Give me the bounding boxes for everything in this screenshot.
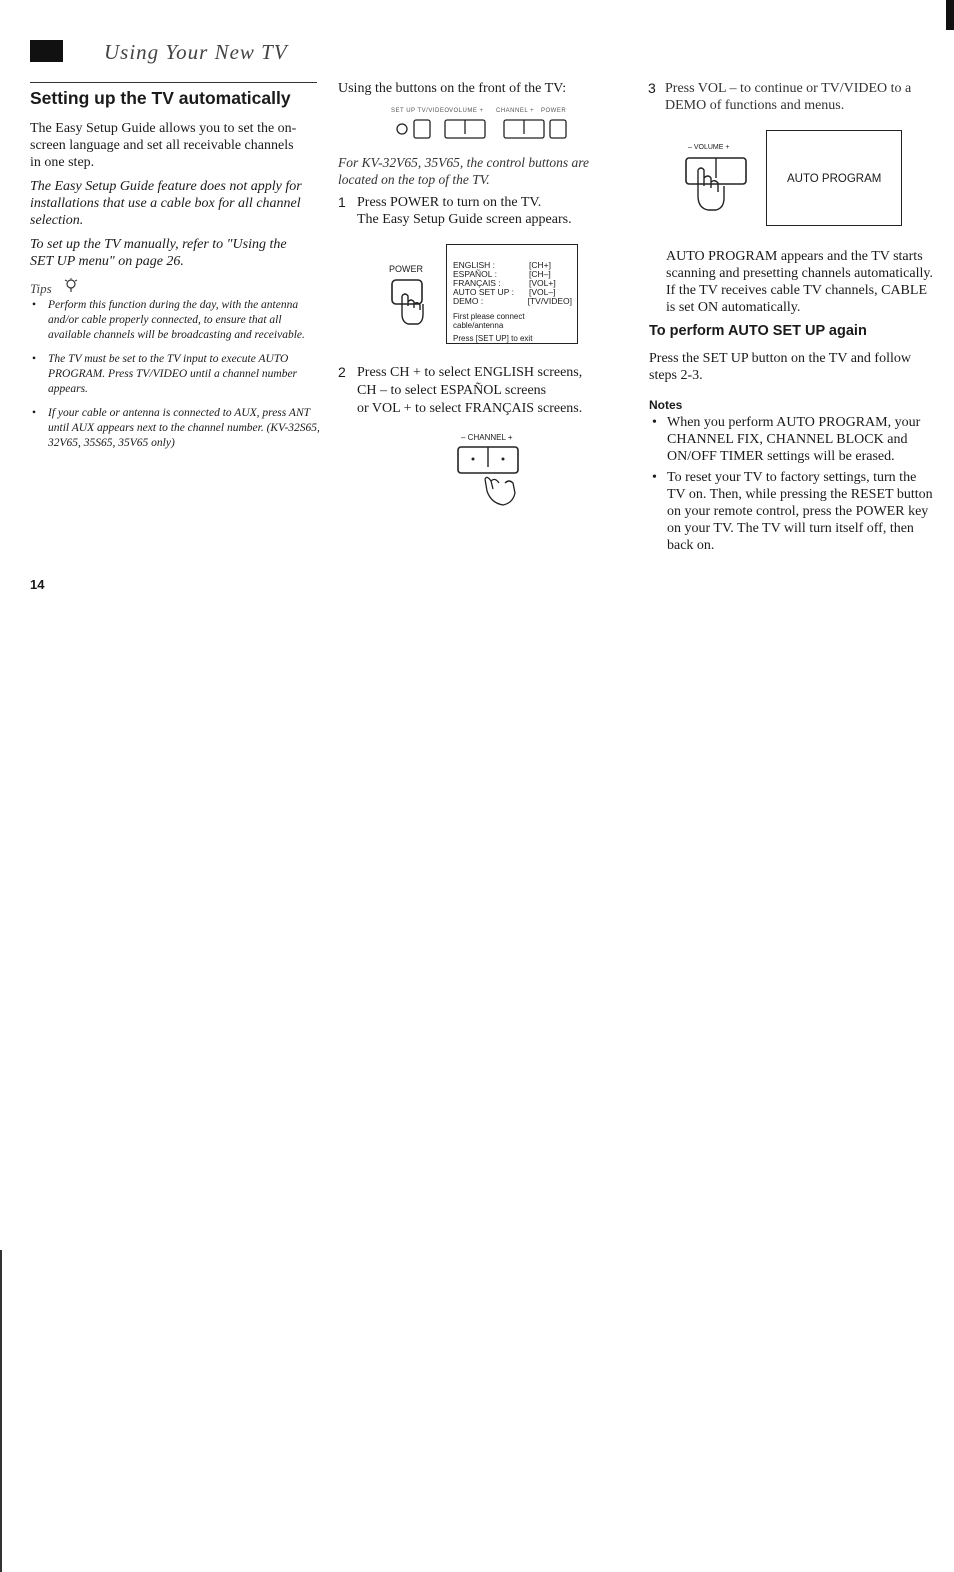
channel-label: – CHANNEL + — [461, 433, 513, 442]
power-button-hand-icon — [388, 276, 428, 331]
menu-row: ESPAÑOL : [CH–] — [453, 269, 551, 279]
setup-tvvideo-label: SET UP TV/VIDEO — [391, 108, 450, 114]
page-number: 14 — [30, 577, 45, 592]
menu-row: AUTO SET UP : [VOL–] — [453, 287, 556, 297]
easy-setup-screen — [446, 244, 578, 344]
tip-item: • If your cable or antenna is connected to AUX, press ANT until AUX appears next to the channel number. (KV-32S65, 32V65, 35S65, 35V65 only) — [30, 406, 320, 451]
screen-exit-text: Press [SET UP] to exit — [453, 334, 533, 343]
intro-paragraph: The Easy Setup Guide allows you to set the on-screen language and set all receivable channels in one step. — [30, 121, 297, 170]
menu-row: FRANÇAIS : [VOL+] — [453, 278, 556, 288]
volume-label: – VOLUME + — [688, 144, 730, 151]
top-controls-note: For KV-32V65, 35V65, the control buttons are located on the top of the TV. — [338, 155, 589, 187]
tip-item: • The TV must be set to the TV input to execute AUTO PROGRAM. Press TV/VIDEO until a channel number appears. — [30, 352, 320, 397]
tips-label: Tips — [30, 280, 52, 296]
auto-setup-again-heading: To perform AUTO SET UP again — [649, 323, 867, 339]
tips-header — [30, 278, 78, 299]
edge-mark — [946, 0, 954, 30]
tip-item: • Perform this function during the day, with the antenna and/or cable properly connected, to ensure that all available channels will be broadcasting and receivable. — [30, 298, 320, 343]
note-item: • To reset your TV to factory settings, turn the TV on. Then, while pressing the RESET button on your remote control, press the POWER key on your TV. The TV will turn itself off, then back on. — [649, 469, 934, 554]
step-1-subtext: The Easy Setup Guide screen appears. — [357, 212, 572, 227]
header-block-icon — [30, 40, 63, 62]
front-buttons-caption: Using the buttons on the front of the TV: — [338, 81, 567, 96]
auto-setup-again-text: Press the SET UP button on the TV and follow steps 2-3. — [649, 351, 911, 383]
power-label: POWER — [389, 264, 424, 274]
step-2-number: 2 — [338, 364, 346, 380]
auto-program-paragraph: AUTO PROGRAM appears and the TV starts scanning and presetting channels automatically. If the TV receives cable TV channels, CABLE is set ON automatically. — [666, 249, 933, 315]
auto-program-screen — [766, 130, 902, 226]
step-2 — [338, 364, 618, 418]
notes-label: Notes — [649, 398, 683, 412]
step-3-number: 3 — [648, 80, 656, 96]
tips-list — [30, 298, 320, 460]
left-edge-line — [0, 1250, 2, 1572]
auto-program-screen-text: AUTO PROGRAM — [787, 173, 882, 185]
channel-button-hand-icon — [455, 443, 525, 513]
cable-box-note: The Easy Setup Guide feature does not apply for installations that use a cable box for all channel selection. — [30, 179, 302, 228]
step-2-line: or VOL + to select FRANÇAIS screens. — [357, 401, 583, 416]
step-2-line: Press CH + to select ENGLISH screens, — [357, 365, 583, 380]
power-label-small: POWER — [541, 108, 567, 114]
note-item: • When you perform AUTO PROGRAM, your CHANNEL FIX, CHANNEL BLOCK and ON/OFF TIMER settings will be erased. — [649, 414, 934, 465]
volume-label-small: VOLUME + — [449, 108, 484, 114]
lightbulb-icon — [64, 278, 78, 299]
step-1-number: 1 — [338, 194, 346, 210]
step-2-line: CH – to select ESPAÑOL screens — [357, 383, 547, 398]
front-button-panel — [393, 108, 568, 140]
section-heading: Setting up the TV automatically — [30, 88, 291, 108]
menu-row: ENGLISH : [CH+] — [453, 260, 551, 270]
notes-list — [649, 414, 934, 558]
manual-setup-note: To set up the TV manually, refer to "Using the SET UP menu" on page 26. — [30, 237, 287, 269]
volume-button-hand-icon — [684, 152, 754, 214]
step-1 — [338, 194, 618, 228]
channel-label-small: CHANNEL + — [496, 108, 535, 114]
heading-rule — [30, 82, 317, 83]
step-3-text: Press VOL – to continue or TV/VIDEO to a DEMO of functions and menus. — [665, 81, 912, 113]
screen-message: First please connect cable/antenna — [453, 312, 525, 330]
menu-row: DEMO : [TV/VIDEO] — [453, 296, 572, 306]
step-3 — [648, 80, 930, 114]
step-1-text: Press POWER to turn on the TV. — [357, 195, 542, 210]
front-buttons-diagram — [393, 116, 568, 142]
running-title: Using Your New TV — [104, 40, 288, 64]
